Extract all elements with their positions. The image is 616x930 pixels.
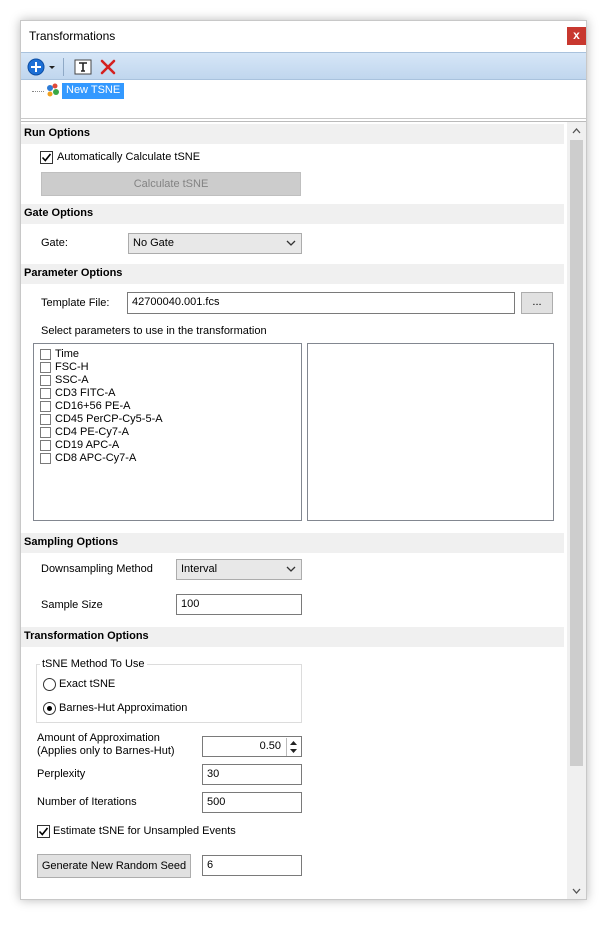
parameter-checkbox[interactable] [40, 453, 51, 464]
section-run-options: Run Options [21, 124, 564, 144]
parameter-checkbox[interactable] [40, 427, 51, 438]
iterations-label: Number of Iterations [37, 796, 137, 808]
barnes-hut-label: Barnes-Hut Approximation [59, 702, 188, 714]
toolbar [21, 52, 586, 80]
tsne-method-group [36, 664, 302, 723]
select-params-caption: Select parameters to use in the transformation [41, 325, 267, 337]
parameter-checkbox[interactable] [40, 362, 51, 373]
parameter-label: CD19 APC-A [55, 439, 120, 451]
exact-tsne-label: Exact tSNE [59, 678, 116, 690]
parameter-checkbox[interactable] [40, 401, 51, 412]
browse-button[interactable]: ... [521, 292, 553, 314]
parameter-checkbox[interactable] [40, 375, 51, 386]
template-file-field[interactable]: 42700040.001.fcs [127, 292, 515, 314]
barnes-hut-radio[interactable] [43, 702, 56, 715]
section-sampling-options: Sampling Options [21, 533, 564, 553]
toolbar-separator [63, 58, 64, 76]
rename-icon[interactable] [73, 57, 93, 77]
parameter-label: CD4 PE-Cy7-A [55, 426, 129, 438]
parameter-label: FSC-H [55, 361, 89, 373]
generate-seed-button[interactable]: Generate New Random Seed [37, 854, 191, 878]
chevron-down-icon [285, 562, 297, 576]
template-file-label: Template File: [41, 297, 110, 309]
parameter-checkbox[interactable] [40, 388, 51, 399]
parameter-checkbox[interactable] [40, 349, 51, 360]
perplexity-label: Perplexity [37, 768, 86, 780]
sample-size-field[interactable]: 100 [176, 594, 302, 615]
parameter-label: SSC-A [55, 374, 89, 386]
options-panel [21, 121, 586, 900]
tree-node-new-tsne[interactable]: New TSNE [62, 83, 124, 99]
parameter-label: CD45 PerCP-Cy5-5-A [55, 413, 163, 425]
approximation-sublabel: (Applies only to Barnes-Hut) [37, 745, 175, 757]
downsampling-method-select[interactable] [176, 559, 302, 580]
scrollbar-thumb[interactable] [570, 140, 583, 766]
scroll-down-icon[interactable] [571, 886, 582, 896]
estimate-unsampled-checkbox[interactable] [37, 825, 50, 838]
scroll-up-icon[interactable] [571, 126, 582, 136]
selected-parameters-list[interactable] [307, 343, 554, 521]
iterations-field[interactable]: 500 [202, 792, 302, 813]
gate-label: Gate: [41, 237, 68, 249]
gate-select-value: No Gate [133, 237, 174, 249]
parameter-label: CD3 FITC-A [55, 387, 116, 399]
stepper-buttons[interactable] [286, 738, 300, 756]
sample-size-label: Sample Size [41, 599, 103, 611]
exact-tsne-radio[interactable] [43, 678, 56, 691]
tsne-method-group-label: tSNE Method To Use [42, 658, 145, 670]
parameter-label: Time [55, 348, 80, 360]
auto-calc-checkbox[interactable] [40, 151, 53, 164]
perplexity-field[interactable]: 30 [202, 764, 302, 785]
add-icon[interactable] [26, 57, 46, 77]
estimate-unsampled-label: Estimate tSNE for Unsampled Events [53, 825, 236, 837]
approximation-stepper[interactable] [202, 736, 302, 757]
downsampling-method-value: Interval [181, 563, 218, 575]
auto-calc-label: Automatically Calculate tSNE [57, 151, 201, 163]
transformations-window [20, 20, 587, 900]
title-bar [21, 21, 586, 51]
tree-connector [32, 91, 44, 92]
chevron-down-icon [285, 236, 297, 250]
available-parameters-list[interactable] [33, 343, 302, 521]
section-parameter-options: Parameter Options [21, 264, 564, 284]
tsne-transform-icon [45, 82, 61, 98]
approximation-label: Amount of Approximation [37, 732, 160, 744]
window-title: Transformations [29, 29, 116, 43]
delete-icon[interactable] [98, 57, 118, 77]
transform-tree [21, 81, 586, 119]
random-seed-field[interactable]: 6 [202, 855, 302, 876]
section-gate-options: Gate Options [21, 204, 564, 224]
downsampling-method-label: Downsampling Method [41, 563, 153, 575]
vertical-scrollbar[interactable] [567, 122, 586, 900]
calculate-tsne-button[interactable]: Calculate tSNE [41, 172, 301, 196]
dropdown-arrow-icon[interactable] [47, 57, 57, 77]
section-transformation-options: Transformation Options [21, 627, 564, 647]
approximation-value: 0.50 [259, 740, 281, 752]
close-button[interactable]: x [567, 27, 586, 45]
parameter-label: CD8 APC-Cy7-A [55, 452, 137, 464]
parameter-checkbox[interactable] [40, 414, 51, 425]
gate-select[interactable] [128, 233, 302, 254]
parameter-checkbox[interactable] [40, 440, 51, 451]
parameter-label: CD16+56 PE-A [55, 400, 131, 412]
